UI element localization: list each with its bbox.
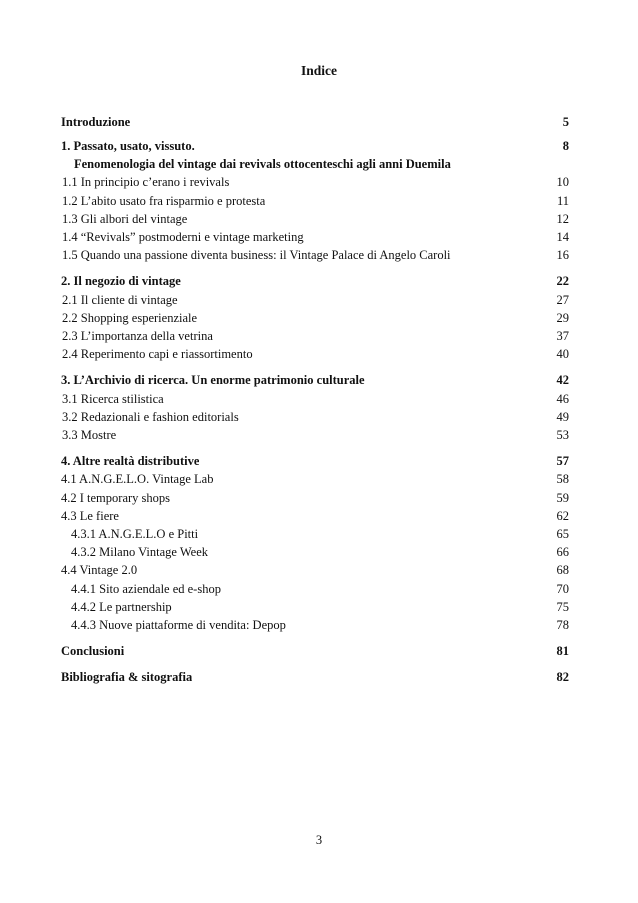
toc-chapter-4[interactable] xyxy=(61,452,569,470)
toc-entry-label: Introduzione xyxy=(61,115,131,129)
toc-entry-label: 3.1 Ricerca stilistica xyxy=(62,391,164,406)
toc-entry-label: 4. Altre realtà distributive xyxy=(61,454,200,469)
toc-entry-label: Conclusioni xyxy=(61,644,125,659)
page-title: Indice xyxy=(300,63,337,78)
toc-section-3-3[interactable] xyxy=(61,426,569,444)
toc-entry-label: 1.1 In principio c’erano i revivals xyxy=(62,175,230,190)
toc-entry-label: 4.4.2 Le partnership xyxy=(71,599,172,614)
toc-entry-page: 46 xyxy=(556,391,569,406)
toc-section-1-5[interactable] xyxy=(61,246,569,264)
toc-entry-bibliografia[interactable] xyxy=(61,668,569,686)
toc-chapter-3[interactable] xyxy=(61,371,569,389)
toc-entry-page: 5 xyxy=(562,115,569,129)
toc-entry-page: 70 xyxy=(556,581,569,596)
toc-entry-page: 27 xyxy=(556,292,569,307)
toc-section-4-3-1[interactable] xyxy=(61,525,569,543)
toc-entry-introduzione[interactable] xyxy=(61,113,569,131)
toc-entry-page: 62 xyxy=(556,508,569,523)
toc-entry-page: 82 xyxy=(556,670,569,685)
toc-entry-page: 11 xyxy=(556,193,569,208)
toc-entry-page: 49 xyxy=(556,409,569,424)
toc-entry-page: 16 xyxy=(556,248,569,263)
toc-entry-page: 22 xyxy=(556,274,569,289)
toc-section-4-3-2[interactable] xyxy=(61,543,569,561)
toc-entry-page: 12 xyxy=(556,211,569,226)
toc-entry-label: 4.4.3 Nuove piattaforme di vendita: Depop xyxy=(71,618,286,633)
toc-entry-page: 10 xyxy=(556,175,569,190)
toc-chapter-1-subtitle: Fenomenologia del vintage dai revivals ottocenteschi agli anni Duemila xyxy=(74,157,451,172)
toc-section-4-1[interactable] xyxy=(61,470,569,488)
toc-entry-label: 4.3.2 Milano Vintage Week xyxy=(71,545,208,560)
toc-entry-page: 81 xyxy=(556,644,569,659)
toc-entry-label: 3.3 Mostre xyxy=(62,428,117,443)
toc-entry-page: 42 xyxy=(556,373,569,388)
toc-section-4-4-3[interactable] xyxy=(61,616,569,634)
toc-chapter-2[interactable] xyxy=(61,272,569,290)
toc-entry-label: 2. Il negozio di vintage xyxy=(61,274,181,289)
toc-entry-label: 4.3 Le fiere xyxy=(61,508,119,523)
toc-section-3-1[interactable] xyxy=(61,390,569,408)
toc-entry-label: 1.2 L’abito usato fra risparmio e protesta xyxy=(62,193,266,208)
toc-section-1-2[interactable] xyxy=(61,192,569,210)
toc-entry-label: 4.4.1 Sito aziendale ed e-shop xyxy=(71,581,221,596)
toc-entry-label: 3. L’Archivio di ricerca. Un enorme patrimonio culturale xyxy=(61,373,365,388)
toc-section-4-4-2[interactable] xyxy=(61,598,569,616)
toc-entry-page: 57 xyxy=(556,454,569,469)
toc-entry-page: 65 xyxy=(556,527,569,542)
toc-section-4-4[interactable] xyxy=(61,561,569,579)
toc-entry-page: 29 xyxy=(556,310,569,325)
toc-section-2-4[interactable] xyxy=(61,345,569,363)
toc-entry-label: 4.3.1 A.N.G.E.L.O e Pitti xyxy=(71,527,199,542)
toc-entry-label: 1. Passato, usato, vissuto. xyxy=(61,139,195,154)
toc-entry-label: 1.4 “Revivals” postmoderni e vintage marketing xyxy=(62,230,304,245)
toc-entry-label: 4.2 I temporary shops xyxy=(61,490,171,505)
toc-section-1-3[interactable] xyxy=(61,210,569,228)
toc-entry-page: 66 xyxy=(556,545,569,560)
page-number: 3 xyxy=(315,833,323,847)
toc-entry-page: 75 xyxy=(556,599,569,614)
toc-section-2-2[interactable] xyxy=(61,309,569,327)
toc-entry-label: 2.4 Reperimento capi e riassortimento xyxy=(62,347,253,362)
toc-entry-page: 8 xyxy=(562,139,569,154)
toc-entry-label: 2.2 Shopping esperienziale xyxy=(62,310,198,325)
toc-section-1-1[interactable] xyxy=(61,173,569,191)
table-of-contents xyxy=(61,113,569,687)
toc-entry-conclusioni[interactable] xyxy=(61,642,569,660)
toc-entry-label: 2.1 Il cliente di vintage xyxy=(62,292,178,307)
toc-entry-page: 58 xyxy=(556,472,569,487)
toc-entry-label: 4.4 Vintage 2.0 xyxy=(61,563,138,578)
toc-entry-page: 53 xyxy=(556,428,569,443)
toc-entry-page: 14 xyxy=(556,230,569,245)
toc-entry-page: 40 xyxy=(556,347,569,362)
toc-section-4-3[interactable] xyxy=(61,507,569,525)
toc-entry-label: 1.5 Quando una passione diventa business: il Vintage Palace di Angelo Caroli xyxy=(62,248,451,263)
toc-entry-label: Bibliografia & sitografia xyxy=(61,670,193,685)
toc-entry-label: 3.2 Redazionali e fashion editorials xyxy=(62,409,239,424)
toc-entry-page: 68 xyxy=(556,563,569,578)
toc-section-3-2[interactable] xyxy=(61,408,569,426)
toc-section-1-4[interactable] xyxy=(61,228,569,246)
toc-chapter-1[interactable] xyxy=(61,137,569,155)
toc-entry-label: 4.1 A.N.G.E.L.O. Vintage Lab xyxy=(61,472,214,487)
toc-section-2-3[interactable] xyxy=(61,327,569,345)
toc-entry-page: 59 xyxy=(556,490,569,505)
toc-section-4-2[interactable] xyxy=(61,489,569,507)
toc-section-2-1[interactable] xyxy=(61,291,569,309)
toc-entry-label: 1.3 Gli albori del vintage xyxy=(62,211,188,226)
toc-entry-label: 2.3 L’importanza della vetrina xyxy=(62,329,213,344)
toc-entry-page: 78 xyxy=(556,618,569,633)
toc-entry-page: 37 xyxy=(556,329,569,344)
toc-section-4-4-1[interactable] xyxy=(61,580,569,598)
